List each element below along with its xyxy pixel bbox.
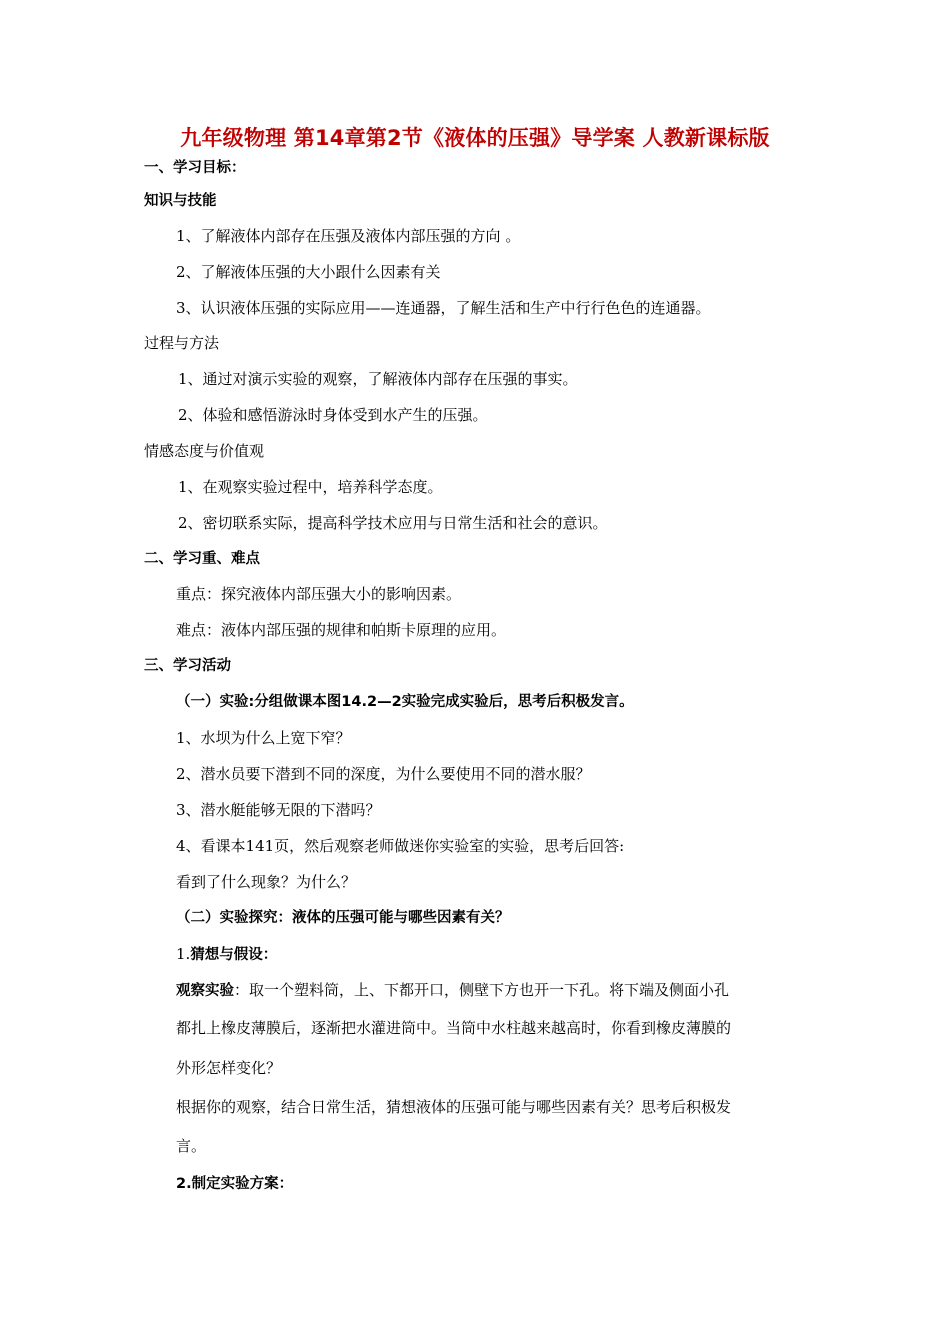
guess-heading-number: 1. <box>176 945 191 963</box>
reasoning-line: 根据你的观察，结合日常生活，猜想液体的压强可能与哪些因素有关？思考后积极发 <box>176 1098 732 1116</box>
reasoning-line: 言。 <box>176 1137 207 1155</box>
plan-heading: 2.制定实验方案： <box>176 1176 294 1192</box>
section-2-heading: 二、学习重、难点 <box>144 551 260 567</box>
emotion-attitude-heading: 情感态度与价值观 <box>144 442 265 460</box>
process-method-heading: 过程与方法 <box>144 334 220 352</box>
guess-heading <box>176 944 277 965</box>
activity-1-heading: （一）实验:分组做课本图14.2—2实验完成实验后，思考后积极发言。 <box>176 694 634 710</box>
activity-1-item: 看到了什么现象？为什么？ <box>176 873 357 891</box>
observe-label: 观察实验 <box>176 983 234 999</box>
key-point: 重点：探究液体内部压强大小的影响因素。 <box>176 585 462 603</box>
activity-2-heading: （二）实验探究：液体的压强可能与哪些因素有关？ <box>176 910 510 926</box>
knowledge-skills-heading: 知识与技能 <box>144 193 217 209</box>
observe-line: 外形怎样变化？ <box>176 1059 282 1077</box>
observe-text: ：取一个塑料筒，上、下都开口，侧壁下方也开一下孔。将下端及侧面小孔 <box>234 981 730 999</box>
knowledge-item: 1、了解液体内部存在压强及液体内部压强的方向 。 <box>176 227 521 245</box>
observe-line: 都扎上橡皮薄膜后，逐渐把水灌进筒中。当筒中水柱越来越高时，你看到橡皮薄膜的 <box>176 1019 732 1037</box>
activity-1-item: 4、看课本141页，然后观察老师做迷你实验室的实验，思考后回答: <box>176 837 625 855</box>
knowledge-item: 3、认识液体压强的实际应用——连通器，了解生活和生产中行行色色的连通器。 <box>176 299 711 317</box>
guess-heading-text: 猜想与假设： <box>190 947 278 963</box>
emotion-item: 1、在观察实验过程中，培养科学态度。 <box>178 478 443 496</box>
activity-1-item: 2、潜水员要下潜到不同的深度，为什么要使用不同的潜水服？ <box>176 765 591 783</box>
activity-1-item: 1、水坝为什么上宽下窄？ <box>176 729 351 747</box>
emotion-item: 2、密切联系实际，提高科学技术应用与日常生活和社会的意识。 <box>178 514 608 532</box>
knowledge-item: 2、了解液体压强的大小跟什么因素有关 <box>176 263 441 281</box>
observe-line <box>176 980 729 1001</box>
process-item: 1、通过对演示实验的观察，了解液体内部存在压强的事实。 <box>178 370 578 388</box>
difficult-point: 难点：液体内部压强的规律和帕斯卡原理的应用。 <box>176 621 507 639</box>
activity-1-item: 3、潜水艇能够无限的下潜吗？ <box>176 801 381 819</box>
process-item: 2、体验和感悟游泳时身体受到水产生的压强。 <box>178 406 488 424</box>
section-1-heading: 一、学习目标： <box>144 160 246 176</box>
section-3-heading: 三、学习活动 <box>144 658 231 674</box>
document-title: 九年级物理 第14章第2节《液体的压强》导学案 人教新课标版 <box>180 126 770 150</box>
